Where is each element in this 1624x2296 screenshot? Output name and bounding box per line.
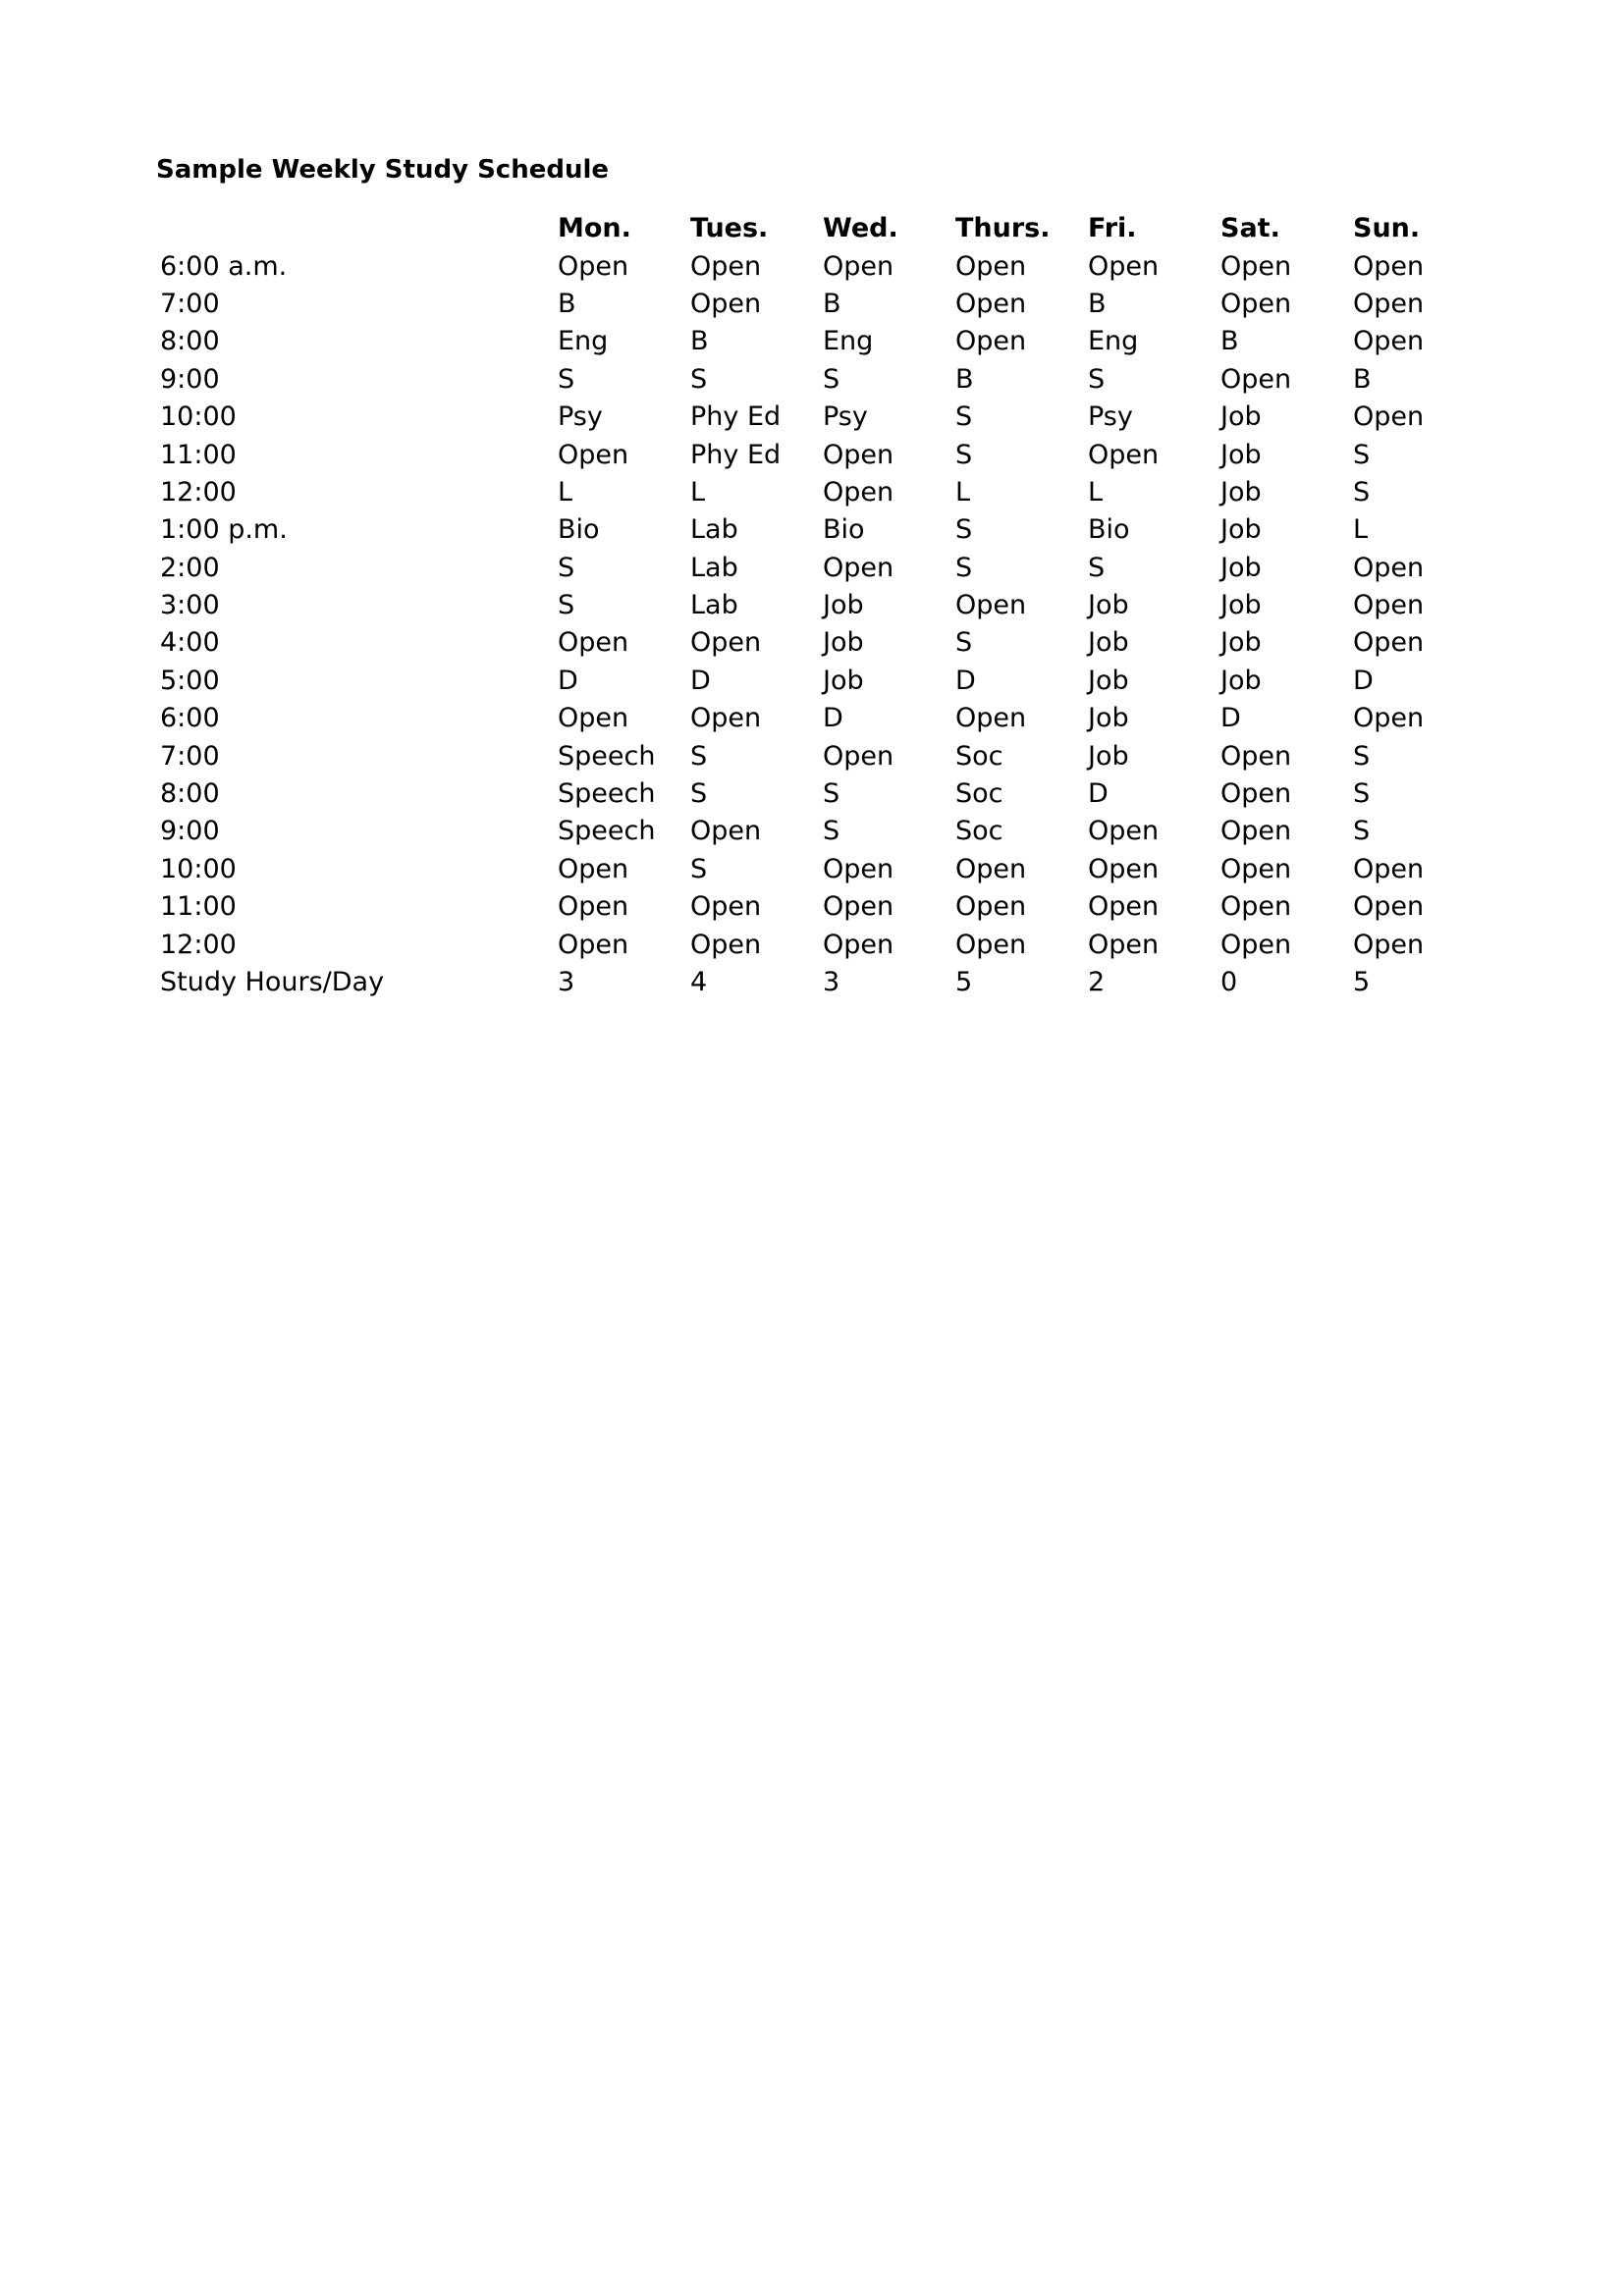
schedule-cell: Open (1220, 891, 1292, 923)
schedule-cell: Job (1088, 590, 1129, 621)
time-cell: 11:00 (160, 439, 237, 470)
schedule-cell: Open (955, 250, 1027, 282)
schedule-cell: Open (1088, 250, 1160, 282)
time-column-header (155, 210, 553, 247)
schedule-cell: B (1220, 326, 1239, 357)
schedule-cell: S (1353, 740, 1371, 772)
schedule-cell: S (1353, 816, 1371, 847)
schedule-cell: Open (1353, 401, 1425, 433)
schedule-header (155, 210, 1481, 247)
day-header: Mon. (558, 213, 631, 244)
schedule-row (155, 926, 1481, 963)
schedule-table (155, 210, 1481, 1001)
time-cell: 6:00 (160, 703, 220, 734)
schedule-cell: Soc (955, 740, 1003, 772)
day-header: Sat. (1220, 213, 1280, 244)
schedule-cell: Open (558, 891, 629, 923)
schedule-cell: Open (1353, 627, 1425, 659)
time-cell: 2:00 (160, 552, 220, 583)
schedule-cell: Speech (558, 816, 656, 847)
schedule-cell: Open (1353, 891, 1425, 923)
totals-cell: 5 (955, 967, 973, 997)
schedule-cell: Open (1353, 326, 1425, 357)
schedule-cell: D (690, 665, 711, 696)
schedule-row (155, 247, 1481, 285)
totals-cell: 5 (1353, 967, 1371, 997)
schedule-cell: B (823, 288, 841, 319)
schedule-cell: S (558, 363, 575, 395)
time-cell: 3:00 (160, 590, 220, 621)
schedule-row (155, 474, 1481, 511)
schedule-cell: Open (823, 853, 894, 884)
schedule-row (155, 888, 1481, 926)
time-cell: 7:00 (160, 740, 220, 772)
schedule-cell: D (1220, 703, 1241, 734)
schedule-cell: Job (1088, 627, 1129, 659)
schedule-cell: Open (1353, 853, 1425, 884)
schedule-cell: Open (1353, 552, 1425, 583)
schedule-cell: Open (690, 929, 762, 960)
schedule-cell: Psy (1088, 401, 1133, 433)
time-cell: 7:00 (160, 288, 220, 319)
schedule-cell: L (690, 476, 706, 507)
totals-cell: 4 (690, 967, 708, 997)
schedule-cell: S (823, 816, 840, 847)
schedule-cell: S (1353, 778, 1371, 810)
schedule-cell: Phy Ed (690, 401, 782, 433)
schedule-row (155, 663, 1481, 700)
schedule-cell: B (690, 326, 709, 357)
time-cell: 8:00 (160, 778, 220, 810)
schedule-cell: Eng (558, 326, 609, 357)
schedule-cell: Open (1088, 439, 1160, 470)
totals-cell: 3 (823, 967, 840, 997)
schedule-cell: Job (823, 590, 864, 621)
schedule-cell: L (558, 476, 573, 507)
time-cell: 6:00 a.m. (160, 250, 288, 282)
time-cell: 10:00 (160, 853, 237, 884)
time-cell: 5:00 (160, 665, 220, 696)
schedule-cell: S (690, 363, 708, 395)
schedule-row (155, 737, 1481, 774)
schedule-cell: Open (1220, 816, 1292, 847)
schedule-cell: Open (1088, 853, 1160, 884)
schedule-row (155, 550, 1481, 587)
time-cell: 9:00 (160, 363, 220, 395)
schedule-cell: S (558, 552, 575, 583)
totals-cell: 0 (1220, 967, 1238, 997)
schedule-cell: Open (1353, 250, 1425, 282)
schedule-cell: S (558, 590, 575, 621)
schedule-cell: Soc (955, 778, 1003, 810)
day-header: Thurs. (955, 213, 1051, 244)
schedule-cell: S (823, 363, 840, 395)
schedule-cell: Open (690, 250, 762, 282)
schedule-cell: S (690, 740, 708, 772)
schedule-cell: Lab (690, 590, 738, 621)
schedule-cell: Open (558, 250, 629, 282)
schedule-cell: Open (823, 740, 894, 772)
schedule-cell: S (955, 627, 973, 659)
schedule-cell: S (1353, 476, 1371, 507)
schedule-cell: D (823, 703, 843, 734)
schedule-body (155, 247, 1481, 1001)
schedule-cell: B (1088, 288, 1107, 319)
schedule-row (155, 775, 1481, 813)
schedule-cell: S (690, 778, 708, 810)
schedule-row (155, 399, 1481, 436)
schedule-cell: Open (823, 476, 894, 507)
schedule-cell: Job (823, 627, 864, 659)
schedule-cell: Open (823, 552, 894, 583)
schedule-cell: Open (690, 703, 762, 734)
schedule-cell: S (1353, 439, 1371, 470)
schedule-cell: Open (955, 853, 1027, 884)
schedule-cell: Bio (823, 514, 865, 546)
schedule-cell: D (1088, 778, 1109, 810)
schedule-cell: Job (1220, 590, 1262, 621)
header-row (155, 210, 1481, 247)
schedule-cell: S (823, 778, 840, 810)
schedule-cell: S (955, 401, 973, 433)
schedule-cell: Open (955, 929, 1027, 960)
schedule-row (155, 851, 1481, 888)
schedule-cell: Open (955, 891, 1027, 923)
schedule-cell: Open (1353, 929, 1425, 960)
time-cell: 9:00 (160, 816, 220, 847)
schedule-cell: Open (558, 627, 629, 659)
schedule-cell: Open (1088, 929, 1160, 960)
schedule-cell: Bio (1088, 514, 1130, 546)
time-cell: 12:00 (160, 929, 237, 960)
schedule-row (155, 286, 1481, 323)
schedule-cell: Job (1088, 665, 1129, 696)
schedule-cell: Lab (690, 514, 738, 546)
schedule-cell: Open (558, 853, 629, 884)
schedule-cell: S (1088, 363, 1106, 395)
schedule-cell: S (1088, 552, 1106, 583)
schedule-cell: Job (1088, 703, 1129, 734)
schedule-cell: Job (1220, 665, 1262, 696)
schedule-cell: D (558, 665, 578, 696)
schedule-cell: S (690, 853, 708, 884)
schedule-cell: Open (558, 929, 629, 960)
schedule-cell: Psy (823, 401, 868, 433)
schedule-cell: Open (955, 326, 1027, 357)
schedule-cell: Open (690, 288, 762, 319)
schedule-cell: Phy Ed (690, 439, 782, 470)
schedule-row (155, 813, 1481, 850)
schedule-cell: Open (1088, 891, 1160, 923)
schedule-cell: Open (955, 703, 1027, 734)
schedule-row (155, 511, 1481, 549)
schedule-cell: B (955, 363, 974, 395)
schedule-cell: B (558, 288, 576, 319)
schedule-cell: Job (1220, 552, 1262, 583)
totals-label: Study Hours/Day (160, 967, 385, 997)
totals-cell: 3 (558, 967, 575, 997)
schedule-cell: Open (690, 627, 762, 659)
schedule-cell: Job (1220, 401, 1262, 433)
schedule-cell: Job (1220, 439, 1262, 470)
schedule-cell: S (955, 439, 973, 470)
schedule-cell: Open (690, 816, 762, 847)
schedule-cell: Open (1220, 853, 1292, 884)
time-cell: 1:00 p.m. (160, 514, 288, 546)
time-cell: 11:00 (160, 891, 237, 923)
schedule-row (155, 361, 1481, 399)
schedule-cell: Job (1220, 627, 1262, 659)
schedule-cell: Open (823, 891, 894, 923)
schedule-cell: Job (1088, 740, 1129, 772)
schedule-cell: Bio (558, 514, 600, 546)
schedule-cell: Open (1353, 703, 1425, 734)
schedule-cell: D (955, 665, 976, 696)
schedule-cell: Job (1220, 476, 1262, 507)
schedule-cell: Eng (823, 326, 874, 357)
schedule-cell: Open (1088, 816, 1160, 847)
totals-cell: 2 (1088, 967, 1106, 997)
schedule-cell: S (955, 552, 973, 583)
time-cell: 4:00 (160, 627, 220, 659)
schedule-cell: Open (558, 703, 629, 734)
schedule-row (155, 624, 1481, 662)
schedule-cell: L (1088, 476, 1104, 507)
day-header: Wed. (823, 213, 898, 244)
schedule-cell: Soc (955, 816, 1003, 847)
schedule-cell: Open (955, 288, 1027, 319)
time-cell: 12:00 (160, 476, 237, 507)
schedule-cell: Job (1220, 514, 1262, 546)
schedule-cell: Open (1353, 590, 1425, 621)
schedule-cell: Open (690, 891, 762, 923)
schedule-cell: Open (1220, 250, 1292, 282)
schedule-cell: L (1353, 514, 1369, 546)
schedule-cell: Speech (558, 740, 656, 772)
schedule-cell: Open (1353, 288, 1425, 319)
day-header: Sun. (1353, 213, 1421, 244)
schedule-cell: Open (823, 929, 894, 960)
day-header: Tues. (690, 213, 769, 244)
schedule-cell: B (1353, 363, 1372, 395)
totals-row (155, 964, 1481, 1001)
schedule-row (155, 436, 1481, 473)
schedule-cell: L (955, 476, 971, 507)
schedule-cell: Psy (558, 401, 603, 433)
schedule-row (155, 323, 1481, 360)
schedule-cell: Open (558, 439, 629, 470)
page-title: Sample Weekly Study Schedule (156, 155, 610, 185)
day-header: Fri. (1088, 213, 1137, 244)
schedule-cell: Open (1220, 363, 1292, 395)
schedule-cell: S (955, 514, 973, 546)
schedule-cell: Lab (690, 552, 738, 583)
schedule-cell: Open (955, 590, 1027, 621)
schedule-cell: Job (823, 665, 864, 696)
schedule-cell: Open (1220, 288, 1292, 319)
schedule-cell: Eng (1088, 326, 1139, 357)
schedule-cell: Open (1220, 740, 1292, 772)
schedule-cell: Open (823, 250, 894, 282)
time-cell: 10:00 (160, 401, 237, 433)
time-cell: 8:00 (160, 326, 220, 357)
schedule-cell: D (1353, 665, 1374, 696)
schedule-cell: Open (1220, 778, 1292, 810)
schedule-cell: Speech (558, 778, 656, 810)
schedule-row (155, 587, 1481, 624)
schedule-cell: Open (823, 439, 894, 470)
schedule-cell: Open (1220, 929, 1292, 960)
schedule-row (155, 700, 1481, 737)
